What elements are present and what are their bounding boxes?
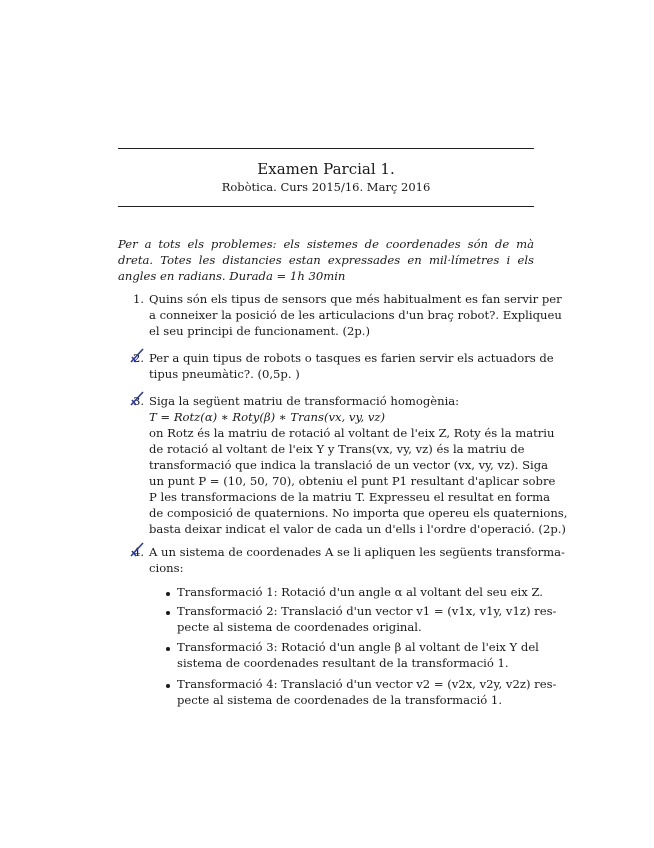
bullet-icon (166, 611, 170, 615)
question-3-line: basta deixar indicat el valor de cada un d'ells i l'ordre d'operació. (2p.) (149, 522, 566, 536)
exam-instructions: Per a tots els problemes: els sistemes de coordenades són de mà dreta. Totes les distancies estan expressades en mil·límetres i els angles en radians. Durada = 1h 30min (118, 237, 534, 283)
question-2-line: Per a quin tipus de robots o tasques es farien servir els actuadors de (149, 351, 554, 365)
bullet-icon (166, 684, 170, 688)
bullet-icon (166, 647, 170, 651)
page-title: Examen Parcial 1. (257, 160, 395, 178)
question-1-line: a conneixer la posició de les articulacions d'un braç robot?. Expliqueu (149, 308, 562, 322)
question-1-number: 1. (133, 292, 145, 306)
question-3-line: transformació que indica la translació de un vector (vx, vy, vz). Siga (149, 458, 549, 472)
question-4-number: 4. (133, 545, 145, 559)
question-3-line: de composició de quaternions. No importa que opereu els quaternions, (149, 506, 568, 520)
question-3-line: Siga la següent matriu de transformació homogènia: (149, 394, 460, 408)
question-3-formula: T = Rotz(α) ∗ Roty(β) ∗ Trans(vx, vy, vz) (149, 410, 386, 424)
page-subtitle: Robòtica. Curs 2015/16. Març 2016 (221, 180, 431, 194)
question-3-line: P les transformacions de la matriu T. Expresseu el resultat en forma (149, 490, 551, 504)
check-mark-icon (128, 390, 146, 408)
top-rule (118, 148, 534, 149)
list-item-continuation: pecte al sistema de coordenades original. (177, 620, 422, 634)
question-3-line: on Rotz és la matriu de rotació al voltant de l'eix Z, Roty és la matriu (149, 426, 555, 440)
list-item-continuation: pecte al sistema de coordenades de la transformació 1. (177, 693, 502, 707)
check-mark-icon (128, 541, 146, 559)
list-item: Transformació 2: Translació d'un vector v1 = (v1x, v1y, v1z) res- (177, 604, 557, 618)
check-mark-icon (128, 347, 146, 365)
list-item: Transformació 4: Translació d'un vector v2 = (v2x, v2y, v2z) res- (177, 677, 557, 691)
bullet-icon (166, 592, 170, 596)
question-4-line: A un sistema de coordenades A se li apliquen les següents transforma- (149, 545, 565, 559)
list-item: Transformació 1: Rotació d'un angle α al voltant del seu eix Z. (177, 585, 543, 599)
question-3-line: de rotació al voltant de l'eix Y y Trans(vx, vy, vz) és la matriu de (149, 442, 525, 456)
question-1-line: el seu principi de funcionament. (2p.) (149, 324, 371, 338)
question-2-number: 2. (133, 351, 145, 365)
question-3-number: 3. (133, 394, 145, 408)
list-item-continuation: sistema de coordenades resultant de la transformació 1. (177, 656, 509, 670)
question-1-line: Quins són els tipus de sensors que més habitualment es fan servir per (149, 292, 562, 306)
list-item: Transformació 3: Rotació d'un angle β al voltant de l'eix Y del (177, 640, 539, 654)
question-4-line: cions: (149, 561, 184, 575)
bottom-rule (118, 206, 534, 207)
question-3-line: un punt P = (10, 50, 70), obteniu el punt P1 resultant d'aplicar sobre (149, 474, 556, 488)
question-2-line: tipus pneumàtic?. (0,5p. ) (149, 367, 300, 381)
